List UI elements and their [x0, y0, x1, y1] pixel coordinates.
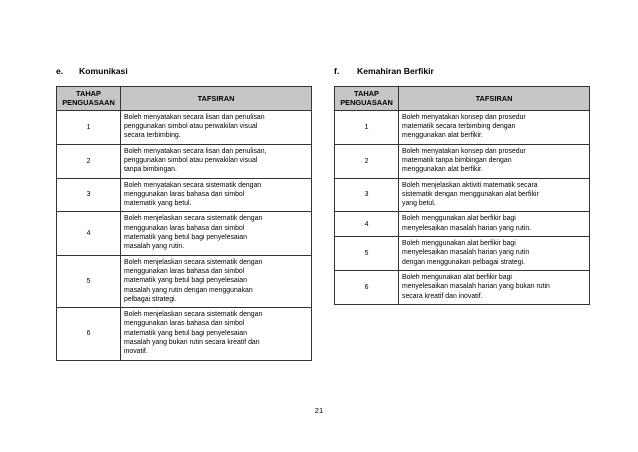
table-header-row — [335, 87, 590, 111]
level-cell: 1 — [57, 110, 121, 144]
section-letter: e. — [56, 66, 64, 76]
level-cell: 4 — [57, 212, 121, 255]
header-tafsiran: TAFSIRAN — [399, 87, 590, 111]
table-row — [335, 237, 590, 271]
section-heading — [56, 66, 312, 78]
section-title: Kemahiran Berfikir — [357, 66, 434, 76]
level-cell: 2 — [57, 144, 121, 178]
level-cell: 3 — [335, 178, 399, 212]
description-cell: Boleh menjelaskan aktiviti matematik secara sistematik dengan menggunakan alat berfikir yang betul. — [399, 178, 590, 212]
description-cell: Boleh mengunakan alat berfikir bagi menyelesaikan masalah harian yang bukan rutin secara kreatif dan inovatif. — [399, 270, 590, 304]
table-row — [335, 212, 590, 237]
header-tafsiran: TAFSIRAN — [121, 87, 312, 111]
level-cell: 6 — [335, 270, 399, 304]
level-cell: 5 — [57, 255, 121, 307]
description-cell: Boleh menyatakan secara lisan dan penulisan, penggunakan simbol atau perwakilan visual tanpa bimbingan. — [121, 144, 312, 178]
description-cell: Boleh menjelaskan secara sistematik dengan menggunakan laras bahasa dan simbol matematik yang betul bagi penyelesaian masalah yang rutin dengan menggunakan pelbagai strategi. — [121, 255, 312, 307]
level-cell: 4 — [335, 212, 399, 237]
kemahiran-berfikir-table — [334, 86, 590, 305]
description-cell: Boleh menggunakan alat berfikir bagi menyelesaikan masalah harian yang rutin. — [399, 212, 590, 237]
page-number: 21 — [314, 406, 324, 415]
section-komunikasi — [56, 66, 312, 361]
section-heading — [334, 66, 590, 78]
description-cell: Boleh menjelaskan secara sistematik dengan menggunakan laras bahasa dan simbol matematik yang betul bagi penyelesaian masalah yang rutin. — [121, 212, 312, 255]
level-cell: 5 — [335, 237, 399, 271]
table-row — [335, 270, 590, 304]
table-row — [57, 212, 312, 255]
description-cell: Boleh menyatakan konsep dan prosedur matematik tanpa bimbingan dengan menggunakan alat berfikir. — [399, 144, 590, 178]
description-cell: Boleh menggunakan alat berfikir bagi menyelesaikan masalah harian yang rutin dengan menggunakan pelbagai strategi. — [399, 237, 590, 271]
description-cell: Boleh menyatakan secara sistematik dengan menggunakan laras bahasa dan simbol matematik yang betul. — [121, 178, 312, 212]
description-cell: Boleh menyatakan konsep dan prosedur matematik secara terbimbing dengan menggunakan alat berfikir. — [399, 110, 590, 144]
table-row — [335, 110, 590, 144]
table-row — [57, 308, 312, 360]
section-kemahiran-berfikir — [334, 66, 590, 305]
table-row — [57, 110, 312, 144]
level-cell: 1 — [335, 110, 399, 144]
komunikasi-table — [56, 86, 312, 361]
level-cell: 2 — [335, 144, 399, 178]
table-row — [57, 178, 312, 212]
table-row — [57, 255, 312, 307]
header-tahap-penguasaan: TAHAP PENGUASAAN — [335, 87, 399, 111]
header-tahap-penguasaan: TAHAP PENGUASAAN — [57, 87, 121, 111]
level-cell: 3 — [57, 178, 121, 212]
table-row — [57, 144, 312, 178]
table-row — [335, 144, 590, 178]
description-cell: Boleh menyatakan secara lisan dan penulisan penggunakan simbol atau perwakilan visual secara terbimbing. — [121, 110, 312, 144]
level-cell: 6 — [57, 308, 121, 360]
table-row — [335, 178, 590, 212]
section-letter: f. — [334, 66, 340, 76]
description-cell: Boleh menjelaskan secara sistematik dengan menggunakan laras bahasa dan simbol matematik yang betul bagi penyelesaian masalah yang bukan rutin secara kreatif dan inovatif. — [121, 308, 312, 360]
table-header-row — [57, 87, 312, 111]
section-title: Komunikasi — [79, 66, 128, 76]
